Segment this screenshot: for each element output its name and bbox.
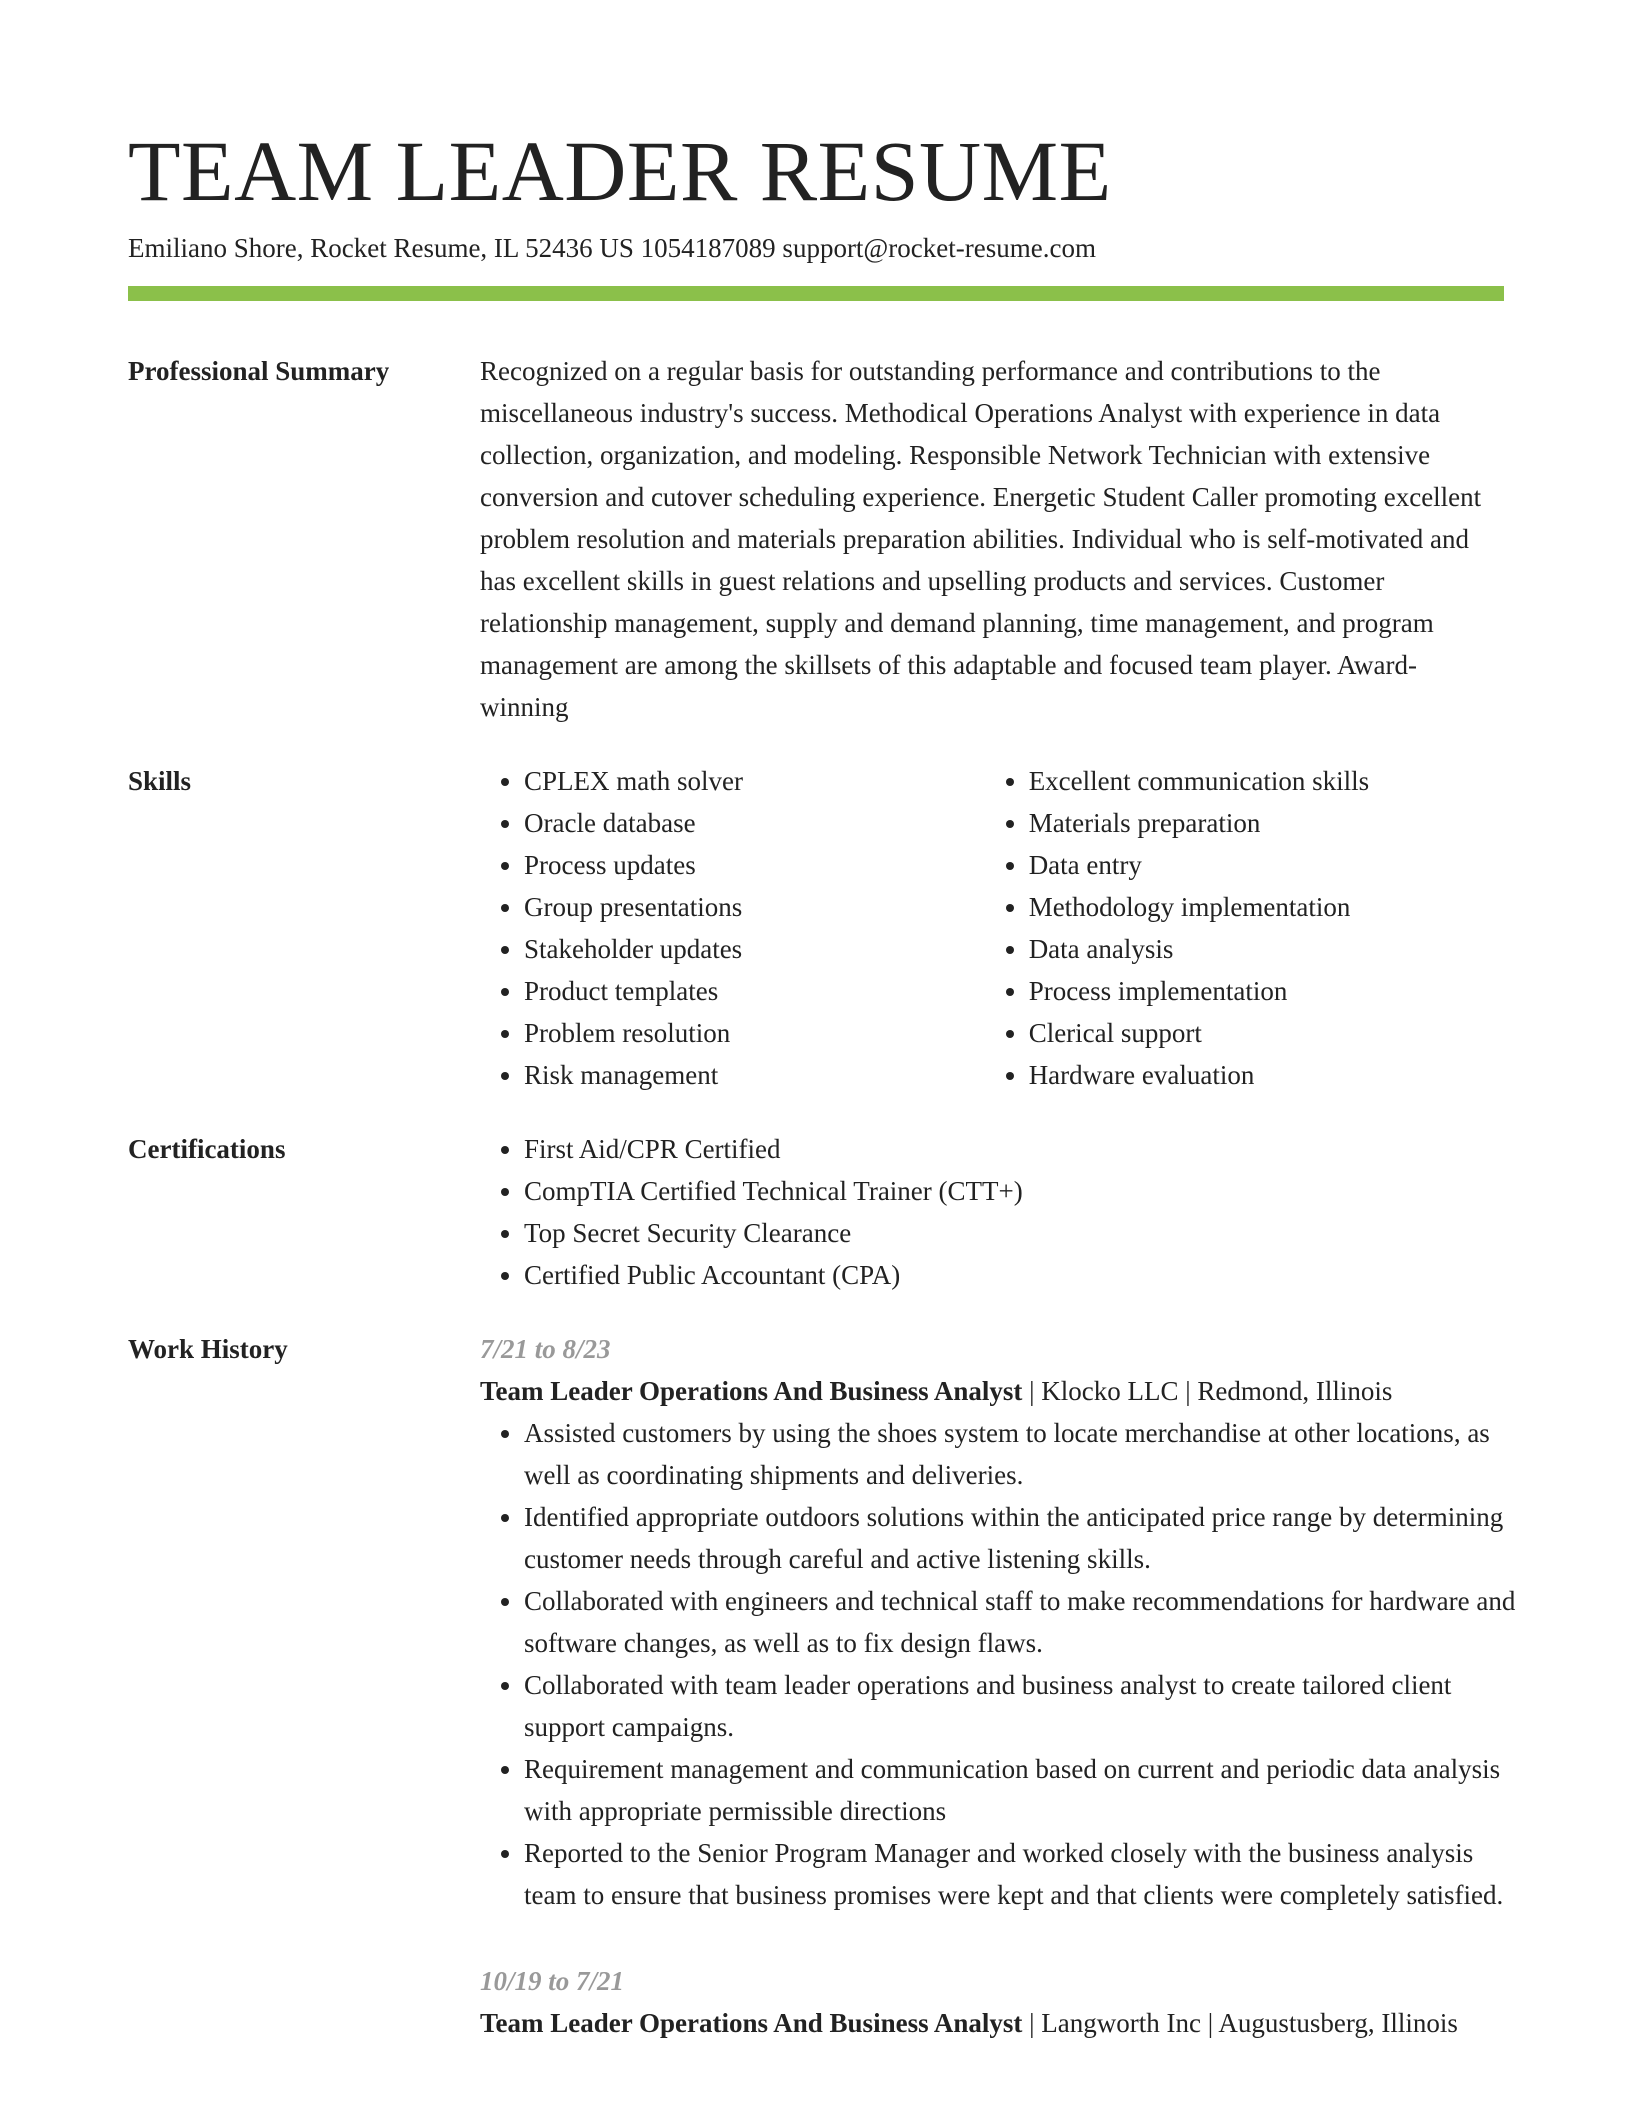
job-heading xyxy=(480,1370,1504,1412)
job-responsibility-item: • Collaborated with team leader operations and business analyst to create tailored client support campaigns. xyxy=(524,1664,1524,1748)
skill-item: • Stakeholder updates xyxy=(524,928,985,970)
skill-item: • Methodology implementation xyxy=(1029,886,1504,928)
job-responsibility-item: • Reported to the Senior Program Manager and worked closely with the business analysis team to ensure that business promises were kept and that clients were completely satisfied. xyxy=(524,1832,1524,1916)
resume-title: TEAM LEADER RESUME xyxy=(128,123,1112,219)
skill-item: • Hardware evaluation xyxy=(1029,1054,1504,1096)
skill-item: • Materials preparation xyxy=(1029,802,1504,844)
job-entry xyxy=(480,1328,1516,1916)
certification-item: • CompTIA Certified Technical Trainer (CTT+) xyxy=(524,1170,1504,1212)
job-title: Team Leader Operations And Business Analyst xyxy=(480,2008,1023,2038)
certification-item: • First Aid/CPR Certified xyxy=(524,1128,1504,1170)
skill-item: • Product templates xyxy=(524,970,985,1012)
job-entry xyxy=(480,1960,1504,2044)
job-dates: 7/21 to 8/23 xyxy=(480,1334,611,1364)
skill-item: • Problem resolution xyxy=(524,1012,985,1054)
job-responsibility-item: • Assisted customers by using the shoes system to locate merchandise at other locations, as well as coordinating shipments and deliveries. xyxy=(524,1412,1524,1496)
job-heading xyxy=(480,2002,1504,2044)
certification-item: • Certified Public Accountant (CPA) xyxy=(524,1254,1504,1296)
job-responsibility-item: • Requirement management and communication based on current and periodic data analysis with appropriate permissible directions xyxy=(524,1748,1524,1832)
skill-item: • Process implementation xyxy=(1029,970,1504,1012)
skills-list-left xyxy=(480,760,985,1096)
contact-line: Emiliano Shore, Rocket Resume, IL 52436 US 1054187089 support@rocket-resume.com xyxy=(128,233,1096,263)
skill-item: • Oracle database xyxy=(524,802,985,844)
section-label-certifications: Certifications xyxy=(128,1134,286,1164)
job-responsibility-item: • Collaborated with engineers and technical staff to make recommendations for hardware and software changes, as well as to fix design flaws. xyxy=(524,1580,1524,1664)
section-label-summary: Professional Summary xyxy=(128,356,390,386)
skill-item: • Risk management xyxy=(524,1054,985,1096)
job-responsibilities-list xyxy=(480,1412,1524,1916)
section-label-work-history: Work History xyxy=(128,1334,288,1364)
skill-item: • Data analysis xyxy=(1029,928,1504,970)
job-responsibility-item: • Identified appropriate outdoors solutions within the anticipated price range by determining customer needs through careful and active listening skills. xyxy=(524,1496,1524,1580)
section-label-skills: Skills xyxy=(128,766,192,796)
skill-item: • Clerical support xyxy=(1029,1012,1504,1054)
header-divider xyxy=(128,286,1504,301)
job-employer-location: | Langworth Inc | Augustusberg, Illinois xyxy=(1022,2008,1458,2038)
skill-item: • Group presentations xyxy=(524,886,985,928)
skill-item: • Data entry xyxy=(1029,844,1504,886)
certifications-list xyxy=(480,1128,1504,1296)
skills-list-right xyxy=(985,760,1504,1096)
skill-item: • Process updates xyxy=(524,844,985,886)
job-employer-location: | Klocko LLC | Redmond, Illinois xyxy=(1022,1376,1393,1406)
skill-item: • CPLEX math solver xyxy=(524,760,985,802)
job-title: Team Leader Operations And Business Analyst xyxy=(480,1376,1023,1406)
skill-item: • Excellent communication skills xyxy=(1029,760,1504,802)
summary-text: Recognized on a regular basis for outstanding performance and contributions to the miscellaneous industry's success. Methodical Operations Analyst with experience in data collection, organization, and modeling. Responsible Network Technician with extensive conversion and cutover scheduling experience. Energetic Student Caller promoting excellent problem resolution and materials preparation abilities. Individual who is self-motivated and has excellent skills in guest relations and upselling products and services. Customer relationship management, supply and demand planning, time management, and program management are among the skillsets of this adaptable and focused team player. Award-winning xyxy=(480,356,1482,722)
certification-item: • Top Secret Security Clearance xyxy=(524,1212,1504,1254)
job-dates: 10/19 to 7/21 xyxy=(480,1966,625,1996)
